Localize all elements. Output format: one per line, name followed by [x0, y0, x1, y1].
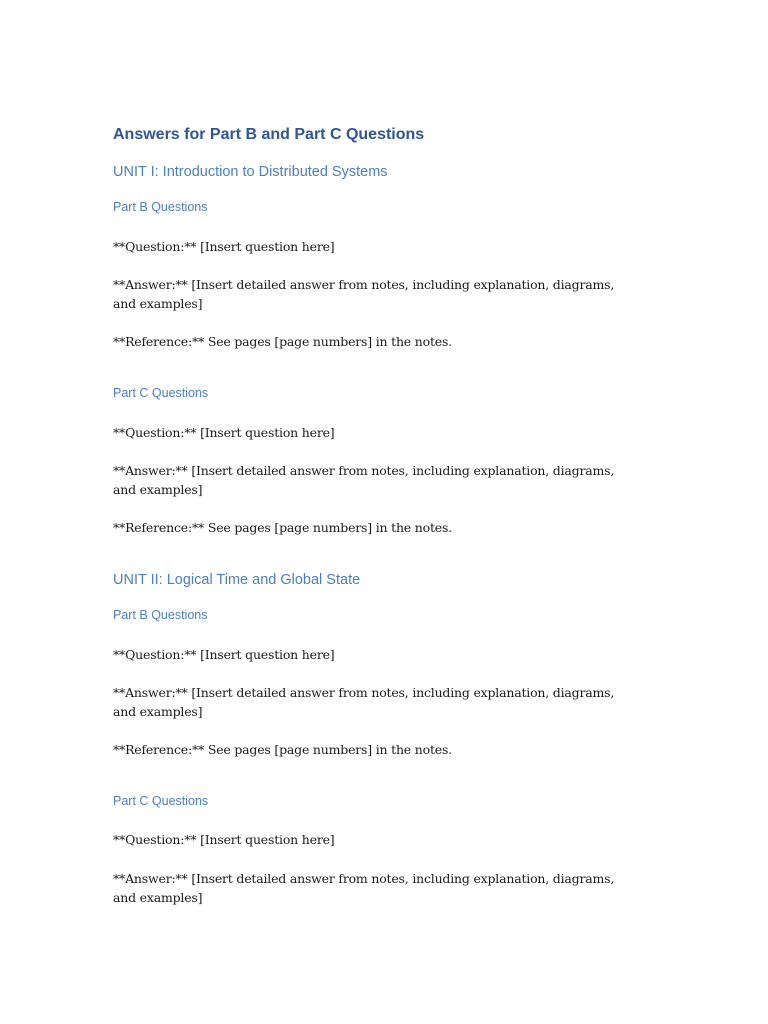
unit-1-part-b-heading: Part B Questions	[113, 200, 208, 214]
unit-1-part-c-reference: **Reference:** See pages [page numbers] in the notes.	[113, 520, 452, 535]
unit-1-heading: UNIT I: Introduction to Distributed Systems	[113, 164, 388, 180]
unit-1-part-c-answer: **Answer:** [Insert detailed answer from notes, including explanation, diagrams, and examples]	[113, 463, 615, 497]
unit-2-part-c-answer: **Answer:** [Insert detailed answer from notes, including explanation, diagrams, and examples]	[113, 871, 615, 905]
unit-1-part-b-reference: **Reference:** See pages [page numbers] in the notes.	[113, 334, 452, 349]
document-title: Answers for Part B and Part C Questions	[113, 126, 425, 143]
unit-1-part-b-question: **Question:** [Insert question here]	[113, 239, 335, 254]
unit-2-part-c-heading: Part C Questions	[113, 794, 209, 808]
unit-2-heading: UNIT II: Logical Time and Global State	[113, 572, 361, 588]
unit-2-part-c-question: **Question:** [Insert question here]	[113, 832, 335, 847]
unit-2-part-b-question: **Question:** [Insert question here]	[113, 647, 335, 662]
unit-2-part-b-reference: **Reference:** See pages [page numbers] in the notes.	[113, 742, 452, 757]
unit-2-part-b-heading: Part B Questions	[113, 608, 208, 622]
unit-2-part-b-answer: **Answer:** [Insert detailed answer from notes, including explanation, diagrams, and examples]	[113, 685, 615, 719]
unit-1-part-b-answer: **Answer:** [Insert detailed answer from notes, including explanation, diagrams, and examples]	[113, 277, 615, 311]
unit-1-part-c-heading: Part C Questions	[113, 386, 209, 400]
unit-1-part-c-question: **Question:** [Insert question here]	[113, 425, 335, 440]
